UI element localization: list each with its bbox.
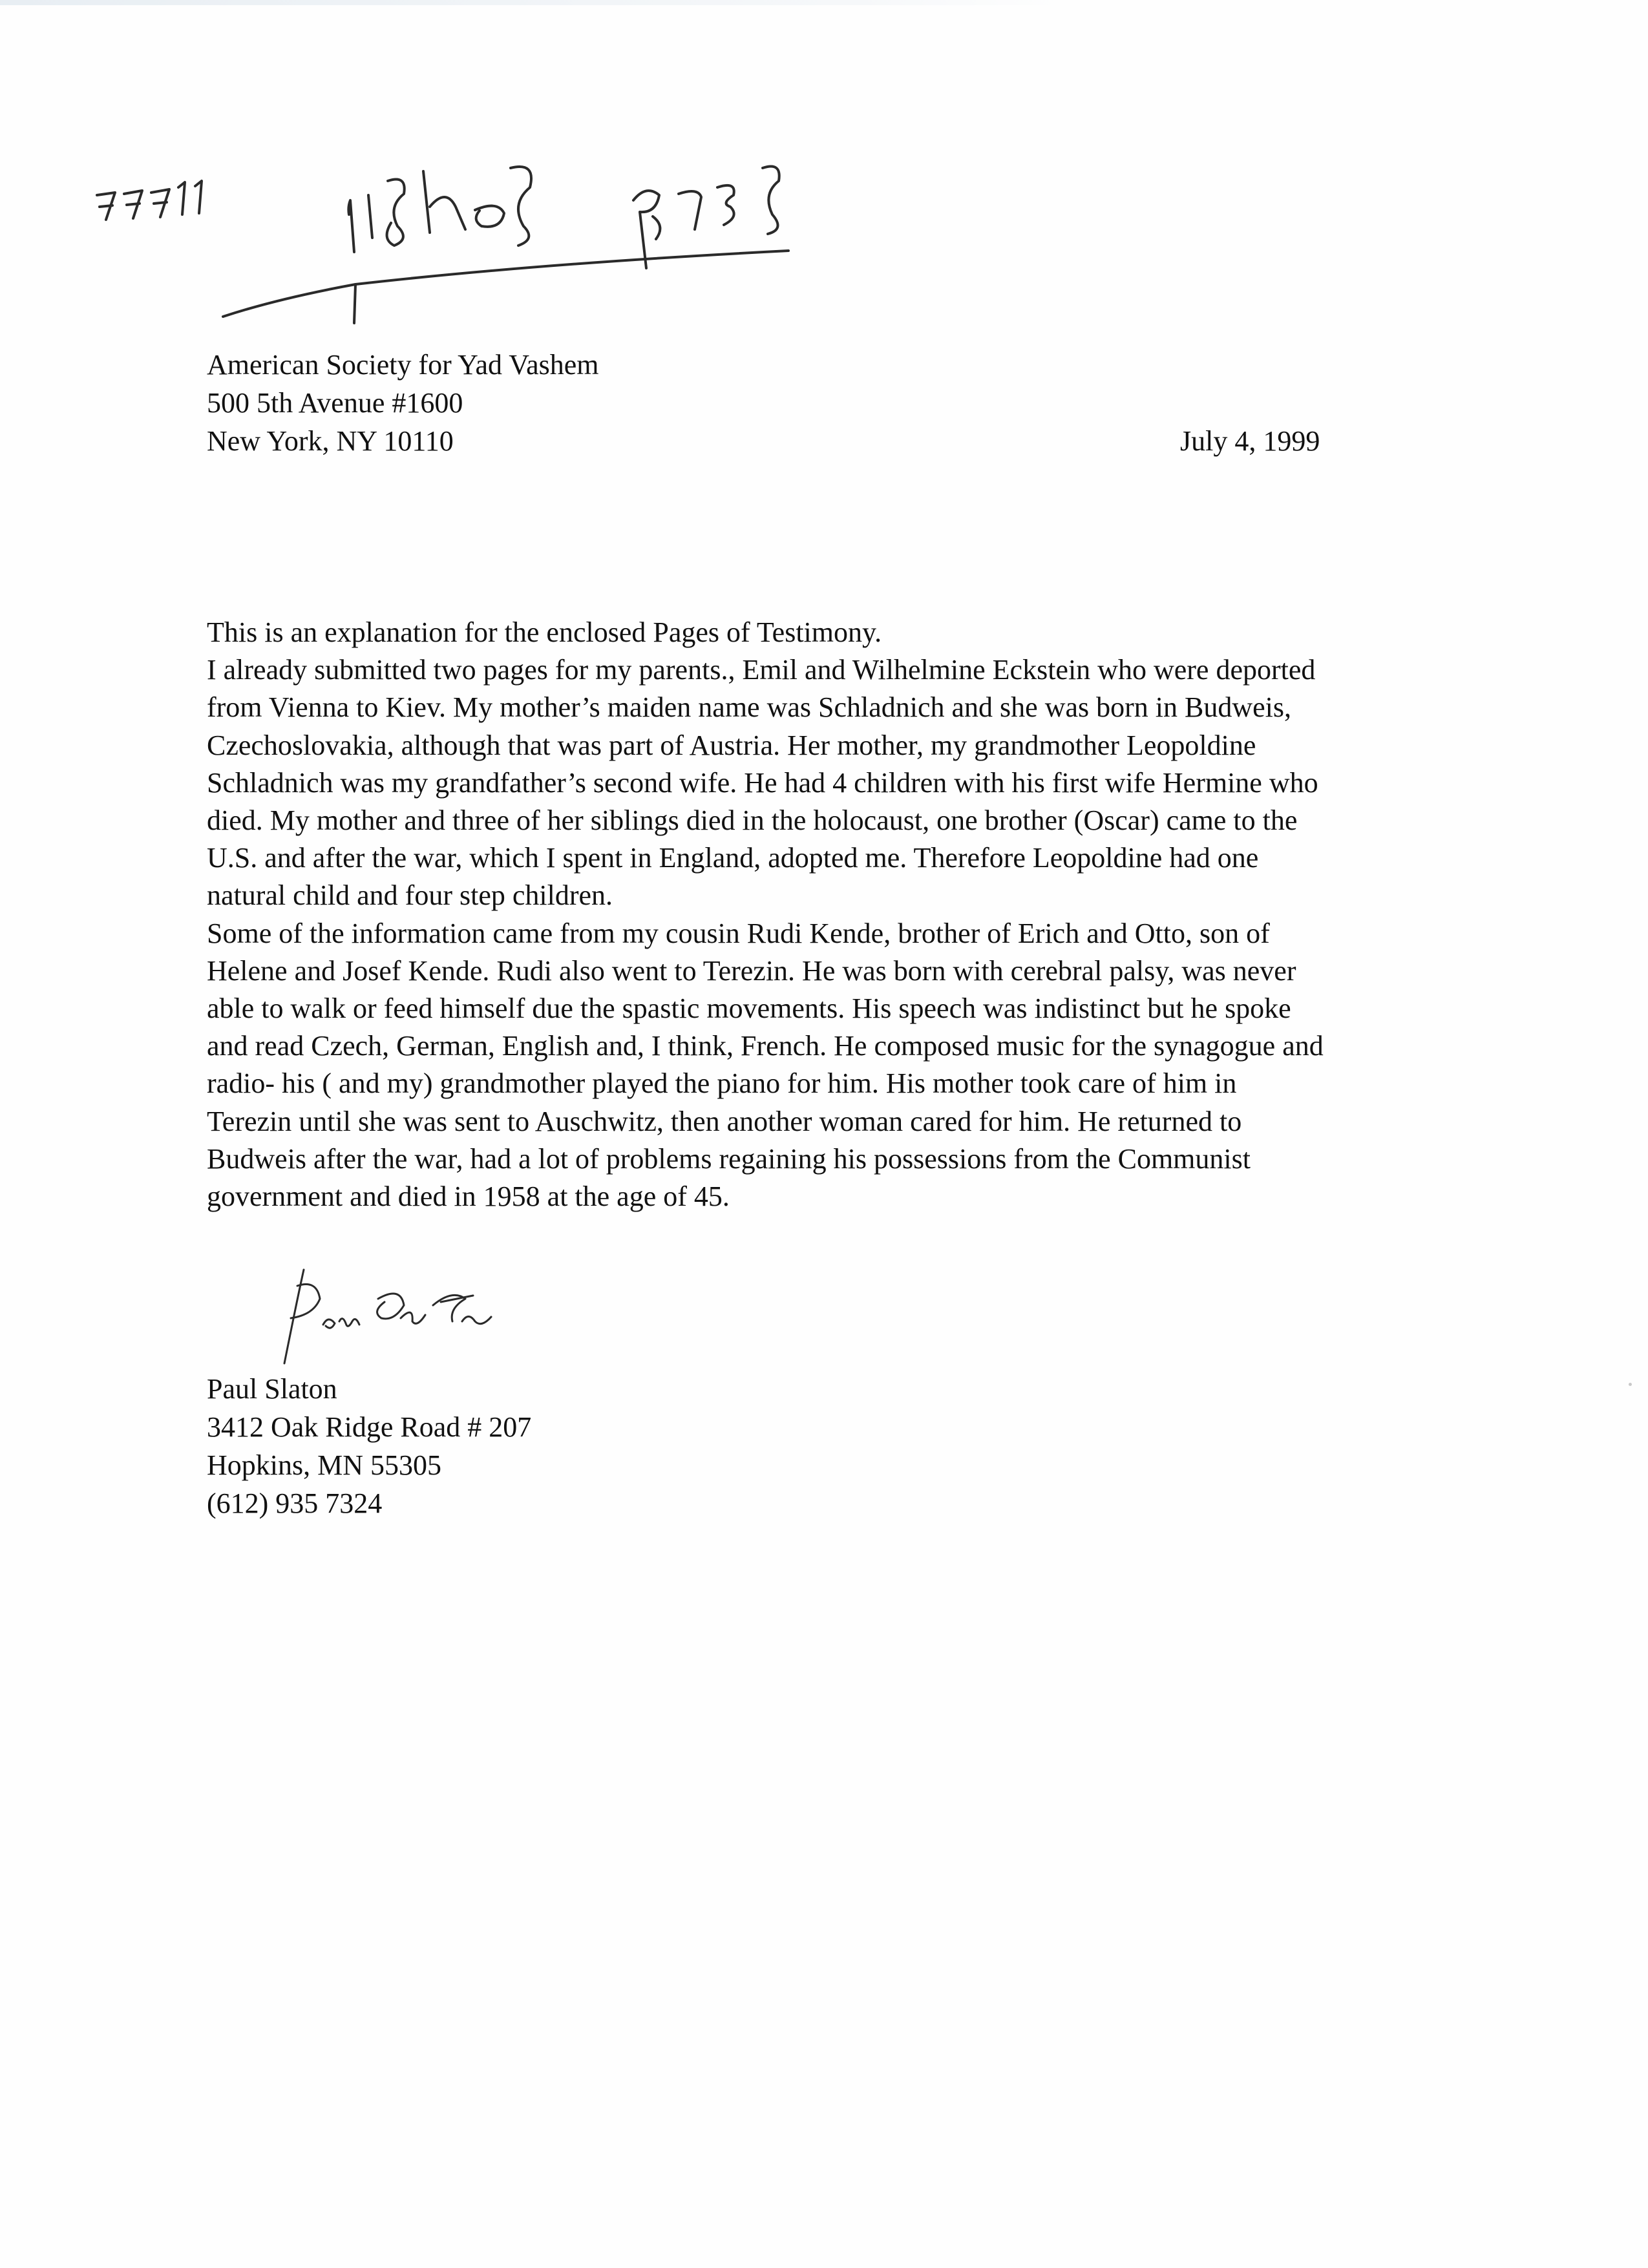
scan-speck xyxy=(1629,1383,1632,1386)
handwritten-annotation-drawing xyxy=(84,155,924,349)
recipient-line1: American Society for Yad Vashem xyxy=(207,349,599,381)
body-line: I already submitted two pages for my parents., Emil and Wilhelmine Eckstein who were deported xyxy=(207,654,1316,686)
body-line: radio- his ( and my) grandmother played the piano for him. His mother took care of him in xyxy=(207,1067,1237,1100)
body-line: natural child and four step children. xyxy=(207,879,613,912)
recipient-address xyxy=(207,346,599,460)
body-line: Schladnich was my grandfather’s second wife. He had 4 children with his first wife Hermine who xyxy=(207,766,1318,799)
letter-body xyxy=(207,614,1435,1215)
body-line: Terezin until she was sent to Auschwitz, then another woman cared for him. He returned to xyxy=(207,1105,1242,1137)
letter-date: July 4, 1999 xyxy=(1180,425,1320,457)
body-line: government and died in 1958 at the age of 45. xyxy=(207,1181,730,1213)
body-line: Some of the information came from my cousin Rudi Kende, brother of Erich and Otto, son of xyxy=(207,917,1270,949)
signature-drawing xyxy=(259,1260,517,1370)
sender-city: Hopkins, MN 55305 xyxy=(207,1449,442,1481)
body-line: able to walk or feed himself due the spastic movements. His speech was indistinct but he spoke xyxy=(207,992,1291,1025)
body-line: Budweis after the war, had a lot of problems regaining his possessions from the Communist xyxy=(207,1142,1251,1175)
body-line: Helene and Josef Kende. Rudi also went to Terezin. He was born with cerebral palsy, was never xyxy=(207,954,1296,987)
body-line: This is an explanation for the enclosed Pages of Testimony. xyxy=(207,616,882,648)
recipient-line3: New York, NY 10110 xyxy=(207,425,454,457)
body-line: from Vienna to Kiev. My mother’s maiden name was Schladnich and she was born in Budweis, xyxy=(207,691,1291,724)
sender-name: Paul Slaton xyxy=(207,1373,337,1405)
sender-address xyxy=(207,1370,531,1522)
recipient-line2: 500 5th Avenue #1600 xyxy=(207,387,463,419)
handwritten-annotation xyxy=(84,155,924,349)
sender-street: 3412 Oak Ridge Road # 207 xyxy=(207,1411,532,1443)
scan-edge xyxy=(0,0,1066,5)
body-line: U.S. and after the war, which I spent in England, adopted me. Therefore Leopoldine had one xyxy=(207,842,1259,874)
sender-phone: (612) 935 7324 xyxy=(207,1487,383,1519)
body-line: and read Czech, German, English and, I think, French. He composed music for the synagogue and xyxy=(207,1030,1324,1062)
body-line: died. My mother and three of her siblings died in the holocaust, one brother (Oscar) came to the xyxy=(207,804,1298,837)
handwritten-signature xyxy=(259,1260,517,1370)
body-line: Czechoslovakia, although that was part of Austria. Her mother, my grandmother Leopoldine xyxy=(207,729,1256,761)
